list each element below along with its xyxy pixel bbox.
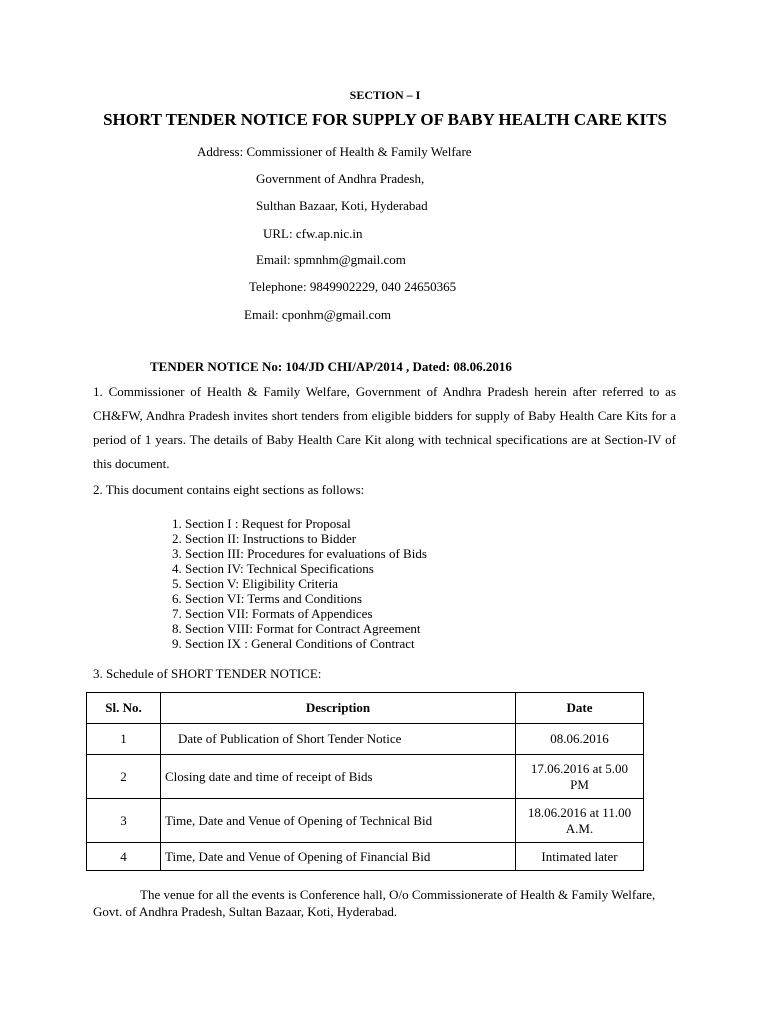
row-description: Closing date and time of receipt of Bids bbox=[161, 755, 516, 799]
schedule-table bbox=[86, 692, 644, 871]
document-title: SHORT TENDER NOTICE FOR SUPPLY OF BABY HEALTH CARE KITS bbox=[103, 110, 667, 129]
row-description: Time, Date and Venue of Opening of Financial Bid bbox=[161, 843, 516, 871]
venue-note: The venue for all the events is Conference hall, O/o Commissionerate of Health & Family Welfare, Govt. of Andhra Pradesh, Sultan Bazaar, Koti, Hyderabad. bbox=[93, 887, 656, 919]
address-url: URL: cfw.ap.nic.in bbox=[263, 226, 363, 241]
row-description: Time, Date and Venue of Opening of Technical Bid bbox=[161, 799, 516, 843]
row-sl-no: 1 bbox=[87, 724, 161, 755]
list-item: 2. Section II: Instructions to Bidder bbox=[172, 531, 357, 546]
intro-paragraph: 1. Commissioner of Health & Family Welfare, Government of Andhra Pradesh herein after referred to as CH&FW, Andhra Pradesh invites short tenders from eligible bidders for supply of Baby Health Care Kits for a period of 1 years. The details of Baby Health Care Kit along with technical specifications are at Section-IV of this document. bbox=[93, 384, 676, 471]
list-item: 8. Section VIII: Format for Contract Agreement bbox=[172, 621, 421, 636]
row-sl-no: 3 bbox=[87, 799, 161, 843]
address-line-3: Sulthan Bazaar, Koti, Hyderabad bbox=[256, 198, 428, 213]
list-item: 3. Section III: Procedures for evaluations of Bids bbox=[172, 546, 427, 561]
row-description: Date of Publication of Short Tender Notice bbox=[161, 724, 516, 755]
list-item: 1. Section I : Request for Proposal bbox=[172, 516, 351, 531]
list-item: 5. Section V: Eligibility Criteria bbox=[172, 576, 338, 591]
column-header-sl-no: Sl. No. bbox=[87, 693, 161, 724]
row-date: 18.06.2016 at 11.00 A.M. bbox=[516, 799, 644, 843]
column-header-date: Date bbox=[516, 693, 644, 724]
address-telephone: Telephone: 9849902229, 040 24650365 bbox=[249, 279, 457, 294]
list-item: 4. Section IV: Technical Specifications bbox=[172, 561, 374, 576]
address-line-1: Address: Commissioner of Health & Family Welfare bbox=[197, 144, 472, 159]
list-item: 7. Section VII: Formats of Appendices bbox=[172, 606, 373, 621]
row-date: 08.06.2016 bbox=[516, 724, 644, 755]
row-date: Intimated later bbox=[516, 843, 644, 871]
list-item: 6. Section VI: Terms and Conditions bbox=[172, 591, 362, 606]
row-sl-no: 2 bbox=[87, 755, 161, 799]
list-item: 9. Section IX : General Conditions of Contract bbox=[172, 636, 415, 651]
table-row bbox=[87, 724, 644, 755]
address-email-2: Email: cponhm@gmail.com bbox=[244, 307, 391, 322]
table-header-row bbox=[87, 693, 644, 724]
section-label: SECTION – I bbox=[349, 88, 421, 102]
address-line-2: Government of Andhra Pradesh, bbox=[256, 171, 425, 186]
tender-notice-number: TENDER NOTICE No: 104/JD CHI/AP/2014 , Dated: 08.06.2016 bbox=[150, 359, 512, 374]
row-date: 17.06.2016 at 5.00 PM bbox=[516, 755, 644, 799]
address-email-1: Email: spmnhm@gmail.com bbox=[256, 252, 406, 267]
row-sl-no: 4 bbox=[87, 843, 161, 871]
sections-intro: 2. This document contains eight sections as follows: bbox=[93, 482, 365, 497]
table-row bbox=[87, 799, 644, 843]
table-row bbox=[87, 755, 644, 799]
table-row bbox=[87, 843, 644, 871]
schedule-heading: 3. Schedule of SHORT TENDER NOTICE: bbox=[93, 666, 322, 681]
column-header-description: Description bbox=[161, 693, 516, 724]
